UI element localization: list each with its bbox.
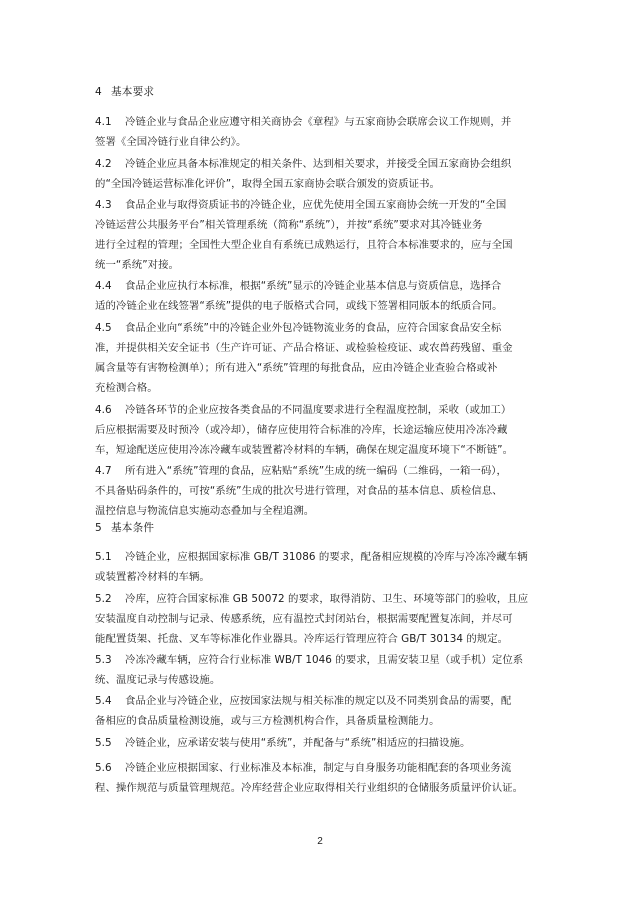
paragraph-4-7	[95, 461, 545, 521]
paragraph-line: 冷链企业应具备本标准规定的相关条件、达到相关要求，并接受全国五家商协会组织	[125, 158, 512, 170]
clause-number: 5.2	[95, 593, 112, 605]
clause-number: 5.6	[95, 762, 112, 774]
paragraph-line: 备相应的食品质量检测设施，或与三方检测机构合作，具备质量检测能力。	[95, 715, 440, 727]
page-number: 2	[317, 836, 323, 847]
clause-number: 4.2	[95, 158, 112, 170]
paragraph-line: 统一“系统”对接。	[95, 259, 179, 271]
paragraph-line: 签署《全国冷链行业自律公约》。	[95, 136, 247, 148]
section-title: 基本条件	[111, 522, 155, 534]
paragraph-line: 充检测合格。	[95, 382, 158, 394]
paragraph-line: 食品企业向“系统”中的冷链企业外包冷链物流业务的食品，应符合国家食品安全标	[125, 322, 502, 334]
paragraph-line: 冷链各环节的企业应按各类食品的不同温度要求进行全程温度控制，采收（或加工）	[125, 404, 512, 416]
paragraph-5-1	[95, 547, 545, 587]
paragraph-4-2	[95, 154, 545, 194]
paragraph-5-6	[95, 758, 545, 798]
paragraph-4-5	[95, 318, 545, 398]
clause-number: 5.3	[95, 654, 112, 666]
paragraph-line: 食品企业应执行本标准，根据“系统”显示的冷链企业基本信息与资质信息，选择合	[125, 280, 502, 292]
clause-number: 5.5	[95, 737, 112, 749]
paragraph-line: 能配置货架、托盘、叉车等标准化作业器具。冷库运行管理应符合 GB/T 30134 的规定。	[95, 633, 509, 645]
paragraph-line: 冷链企业，应根据国家标准 GB/T 31086 的要求，配备相应规模的冷库与冷冻冷藏车辆	[125, 551, 528, 563]
paragraph-line: 冷库，应符合国家标准 GB 50072 的要求，取得消防、卫生、环境等部门的验收，且应	[125, 593, 529, 605]
clause-number: 4.5	[95, 322, 112, 334]
section-4-heading	[95, 84, 154, 99]
section-5-heading	[95, 520, 154, 535]
clause-number: 4.4	[95, 280, 112, 292]
paragraph-line: 或装置蓄冷材料的车辆。	[95, 571, 210, 583]
paragraph-line: 不具备贴码条件的，可按“系统”生成的批次号进行管理，对食品的基本信息、质检信息、	[95, 485, 503, 497]
paragraph-line: 后应根据需要及时预冷（或冷却），储存应使用符合标准的冷库，长途运输应使用冷冻冷藏	[95, 424, 508, 436]
paragraph-5-4	[95, 691, 545, 731]
paragraph-5-5	[95, 733, 545, 753]
paragraph-4-6	[95, 400, 545, 460]
paragraph-5-3	[95, 650, 545, 690]
paragraph-5-2	[95, 589, 545, 649]
paragraph-line: 适的冷链企业在线签署“系统”提供的电子版格式合同，或线下签署相同版本的纸质合同。	[95, 300, 503, 312]
paragraph-4-1	[95, 112, 545, 152]
clause-number: 4.3	[95, 199, 112, 211]
paragraph-4-4	[95, 276, 545, 316]
paragraph-line: 所有进入“系统”管理的食品，应粘贴“系统”生成的统一编码（二维码，一箱一码），	[125, 465, 507, 477]
paragraph-line: 进行全过程的管理；全国性大型企业自有系统已成熟运行，且符合本标准要求的，应与全国	[95, 239, 513, 251]
paragraph-line: 食品企业与取得资质证书的冷链企业，应优先使用全国五家商协会统一开发的“全国	[125, 199, 507, 211]
paragraph-line: 准，并提供相关安全证书（生产许可证、产品合格证、或检验检疫证、或农兽药残留、重金	[95, 342, 513, 354]
paragraph-line: 的“全国冷链运营标准化评价”，取得全国五家商协会联合颁发的资质证书。	[95, 178, 440, 190]
paragraph-line: 安装温度自动控制与记录、传感系统，应有温控式封闭站台，根据需要配置复冻间，并尽可	[95, 613, 513, 625]
paragraph-line: 食品企业与冷链企业，应按国家法规与相关标准的规定以及不同类别食品的需要，配	[125, 695, 512, 707]
paragraph-line: 属含量等有害物检测单）；所有进入“系统”管理的每批食品，应由冷链企业查验合格或补	[95, 362, 498, 374]
paragraph-line: 冷链企业应根据国家、行业标准及本标准，制定与自身服务功能相配套的各项业务流	[125, 762, 512, 774]
paragraph-line: 程、操作规范与质量管理规范。冷库经营企业应取得相关行业组织的仓储服务质量评价认证。	[95, 782, 524, 794]
clause-number: 4.6	[95, 404, 112, 416]
paragraph-4-3	[95, 195, 545, 275]
paragraph-line: 冷链企业与食品企业应遵守相关商协会《章程》与五家商协会联席会议工作规则，并	[125, 116, 512, 128]
clause-number: 4.7	[95, 465, 112, 477]
paragraph-line: 温控信息与物流信息实施动态叠加与全程追溯。	[95, 505, 315, 517]
paragraph-line: 统、温度记录与传感设施。	[95, 674, 221, 686]
paragraph-line: 冷冻冷藏车辆，应符合行业标准 WB/T 1046 的要求，且需安装卫星（或手机）定位系	[125, 654, 524, 666]
paragraph-line: 冷链企业，应承诺安装与使用“系统”，并配备与“系统”相适应的扫描设施。	[125, 737, 471, 749]
clause-number: 4.1	[95, 116, 112, 128]
paragraph-line: 车，短途配送应使用冷冻冷藏车或装置蓄冷材料的车辆，确保在规定温度环境下“不断链”。	[95, 444, 514, 456]
clause-number: 5.4	[95, 695, 112, 707]
clause-number: 5.1	[95, 551, 112, 563]
section-title: 基本要求	[111, 86, 155, 98]
section-number: 5	[95, 522, 102, 534]
paragraph-line: 冷链运营公共服务平台”相关管理系统（简称“系统”），并按“系统”要求对其冷链业务	[95, 219, 483, 231]
section-number: 4	[95, 86, 102, 98]
